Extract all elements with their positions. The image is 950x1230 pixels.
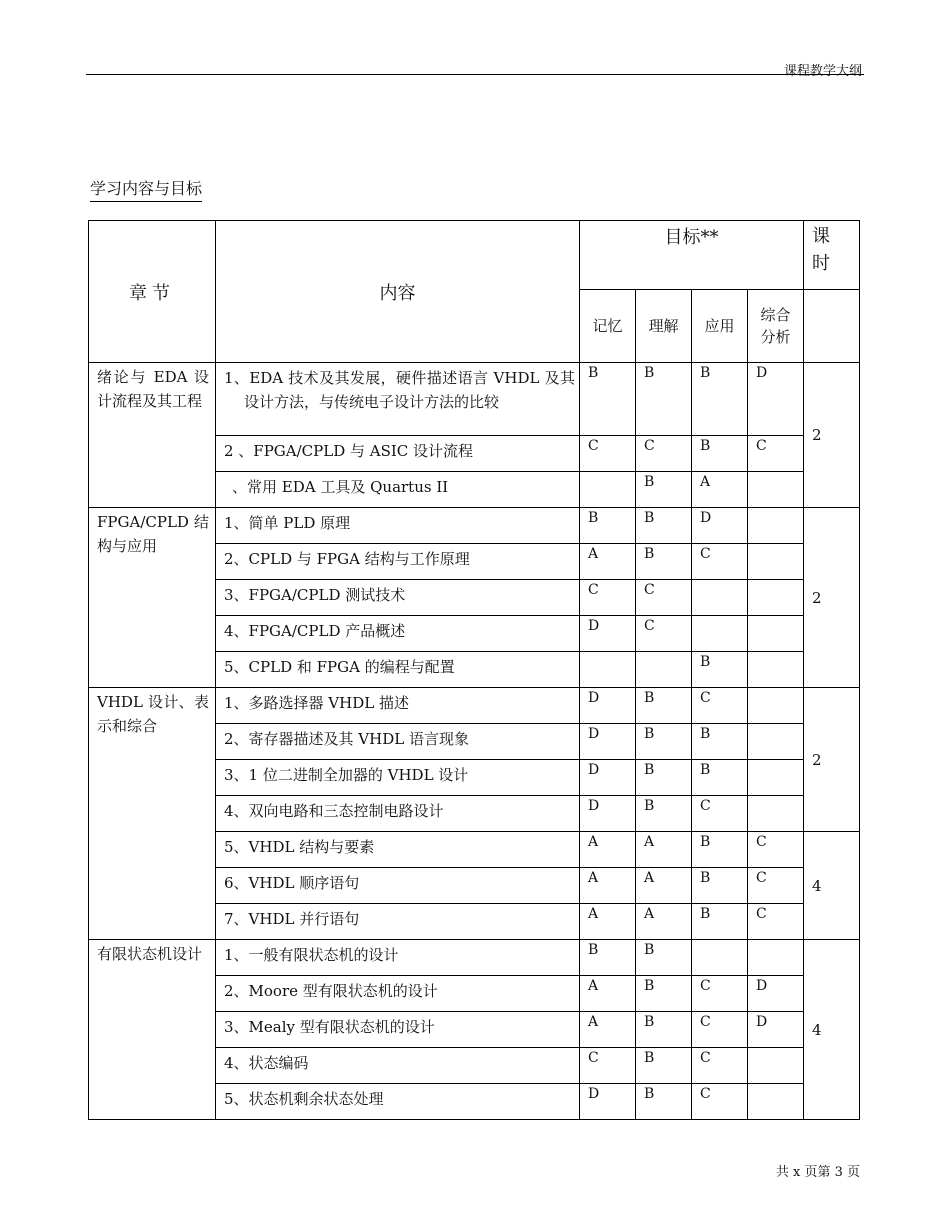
grade-understand: B	[636, 544, 692, 580]
grade-apply	[692, 940, 748, 976]
grade-analysis: D	[748, 1012, 804, 1048]
grade-understand: B	[636, 724, 692, 760]
header-rule	[86, 74, 864, 75]
grade-memory	[580, 652, 636, 688]
header-hours: 课 时	[804, 221, 860, 290]
section-title: 学习内容与目标	[90, 176, 202, 202]
content-cell: 5、状态机剩余状态处理	[216, 1084, 580, 1120]
grade-memory: C	[580, 580, 636, 616]
grade-understand: B	[636, 1048, 692, 1084]
grade-analysis	[748, 760, 804, 796]
grade-understand: A	[636, 832, 692, 868]
grade-analysis	[748, 508, 804, 544]
grade-apply: C	[692, 544, 748, 580]
content-cell: 3、1 位二进制全加器的 VHDL 设计	[216, 760, 580, 796]
grade-apply: B	[692, 760, 748, 796]
grade-understand: C	[636, 436, 692, 472]
grade-memory	[580, 472, 636, 508]
grade-memory: D	[580, 796, 636, 832]
grade-analysis	[748, 1048, 804, 1084]
content-cell: 7、VHDL 并行语句	[216, 904, 580, 940]
header-content: 内容	[216, 221, 580, 363]
grade-apply: B	[692, 904, 748, 940]
header-hours-empty	[804, 290, 860, 363]
hours-cell: 4	[804, 940, 860, 1120]
grade-memory: A	[580, 1012, 636, 1048]
grade-understand: B	[636, 796, 692, 832]
chapter-cell: 绪论与 EDA 设计流程及其工程	[89, 363, 216, 508]
hours-cell: 2	[804, 508, 860, 688]
grade-analysis	[748, 544, 804, 580]
grade-understand: B	[636, 688, 692, 724]
content-cell: 4、状态编码	[216, 1048, 580, 1084]
content-cell: 2 、FPGA/CPLD 与 ASIC 设计流程	[216, 436, 580, 472]
grade-memory: D	[580, 724, 636, 760]
header-memory: 记忆	[580, 290, 636, 363]
grade-apply: C	[692, 796, 748, 832]
grade-understand: C	[636, 616, 692, 652]
content-cell: 5、VHDL 结构与要素	[216, 832, 580, 868]
grade-apply: B	[692, 363, 748, 436]
header-goal: 目标**	[580, 221, 804, 290]
grade-apply: B	[692, 868, 748, 904]
hours-cell: 2	[804, 688, 860, 832]
grade-understand: B	[636, 472, 692, 508]
grade-analysis	[748, 796, 804, 832]
grade-memory: D	[580, 1084, 636, 1120]
content-cell: 4、双向电路和三态控制电路设计	[216, 796, 580, 832]
content-cell: 1、EDA 技术及其发展，硬件描述语言 VHDL 及其设计方法，与传统电子设计方法的比较	[216, 363, 580, 436]
content-cell: 4、FPGA/CPLD 产品概述	[216, 616, 580, 652]
grade-analysis	[748, 688, 804, 724]
content-cell: 1、一般有限状态机的设计	[216, 940, 580, 976]
hours-cell: 4	[804, 832, 860, 940]
header-chapter: 章节	[89, 221, 216, 363]
grade-memory: B	[580, 363, 636, 436]
grade-memory: C	[580, 1048, 636, 1084]
grade-analysis	[748, 1084, 804, 1120]
grade-apply: C	[692, 976, 748, 1012]
syllabus-table	[88, 220, 860, 1120]
grade-memory: A	[580, 832, 636, 868]
grade-understand: C	[636, 580, 692, 616]
grade-analysis	[748, 580, 804, 616]
header-analysis: 综合 分析	[748, 290, 804, 363]
page-number: 共 x 页第 3 页	[775, 1165, 860, 1180]
content-cell: 2、CPLD 与 FPGA 结构与工作原理	[216, 544, 580, 580]
grade-analysis	[748, 616, 804, 652]
content-cell: 5、CPLD 和 FPGA 的编程与配置	[216, 652, 580, 688]
table-row	[89, 688, 860, 724]
grade-apply: C	[692, 688, 748, 724]
grade-memory: A	[580, 868, 636, 904]
grade-analysis: C	[748, 436, 804, 472]
chapter-cell: VHDL 设计、表示和综合	[89, 688, 216, 940]
grade-memory: A	[580, 544, 636, 580]
grade-understand: B	[636, 1084, 692, 1120]
content-cell: 2、Moore 型有限状态机的设计	[216, 976, 580, 1012]
table-row	[89, 363, 860, 436]
content-cell: 1、多路选择器 VHDL 描述	[216, 688, 580, 724]
grade-analysis: C	[748, 832, 804, 868]
grade-analysis: C	[748, 904, 804, 940]
grade-analysis	[748, 724, 804, 760]
grade-understand: B	[636, 363, 692, 436]
table-row	[89, 940, 860, 976]
grade-apply: B	[692, 436, 748, 472]
grade-apply: B	[692, 652, 748, 688]
grade-understand: B	[636, 940, 692, 976]
grade-understand	[636, 652, 692, 688]
grade-understand: B	[636, 760, 692, 796]
grade-memory: C	[580, 436, 636, 472]
header-apply: 应用	[692, 290, 748, 363]
content-cell: 1、简单 PLD 原理	[216, 508, 580, 544]
grade-apply: B	[692, 724, 748, 760]
content-cell: 、常用 EDA 工具及 Quartus II	[216, 472, 580, 508]
header-row	[89, 221, 860, 290]
chapter-cell: 有限状态机设计	[89, 940, 216, 1120]
grade-analysis	[748, 940, 804, 976]
grade-memory: D	[580, 688, 636, 724]
content-cell: 2、寄存器描述及其 VHDL 语言现象	[216, 724, 580, 760]
grade-apply: C	[692, 1084, 748, 1120]
grade-apply: B	[692, 832, 748, 868]
header-understand: 理解	[636, 290, 692, 363]
grade-memory: D	[580, 760, 636, 796]
grade-analysis	[748, 652, 804, 688]
grade-understand: B	[636, 508, 692, 544]
grade-memory: A	[580, 976, 636, 1012]
chapter-cell: FPGA/CPLD 结构与应用	[89, 508, 216, 688]
grade-memory: D	[580, 616, 636, 652]
grade-memory: B	[580, 508, 636, 544]
grade-apply: C	[692, 1012, 748, 1048]
hours-cell: 2	[804, 363, 860, 508]
grade-memory: B	[580, 940, 636, 976]
grade-analysis: D	[748, 363, 804, 436]
grade-analysis: C	[748, 868, 804, 904]
content-cell: 3、Mealy 型有限状态机的设计	[216, 1012, 580, 1048]
grade-understand: A	[636, 904, 692, 940]
content-cell: 6、VHDL 顺序语句	[216, 868, 580, 904]
grade-apply: D	[692, 508, 748, 544]
grade-memory: A	[580, 904, 636, 940]
header-title: 课程教学大纲	[783, 64, 862, 79]
grade-analysis: D	[748, 976, 804, 1012]
grade-apply: C	[692, 1048, 748, 1084]
grade-analysis	[748, 472, 804, 508]
grade-understand: B	[636, 1012, 692, 1048]
grade-apply: A	[692, 472, 748, 508]
grade-apply	[692, 616, 748, 652]
table-row	[89, 508, 860, 544]
grade-understand: B	[636, 976, 692, 1012]
content-cell: 3、FPGA/CPLD 测试技术	[216, 580, 580, 616]
grade-understand: A	[636, 868, 692, 904]
grade-apply	[692, 580, 748, 616]
